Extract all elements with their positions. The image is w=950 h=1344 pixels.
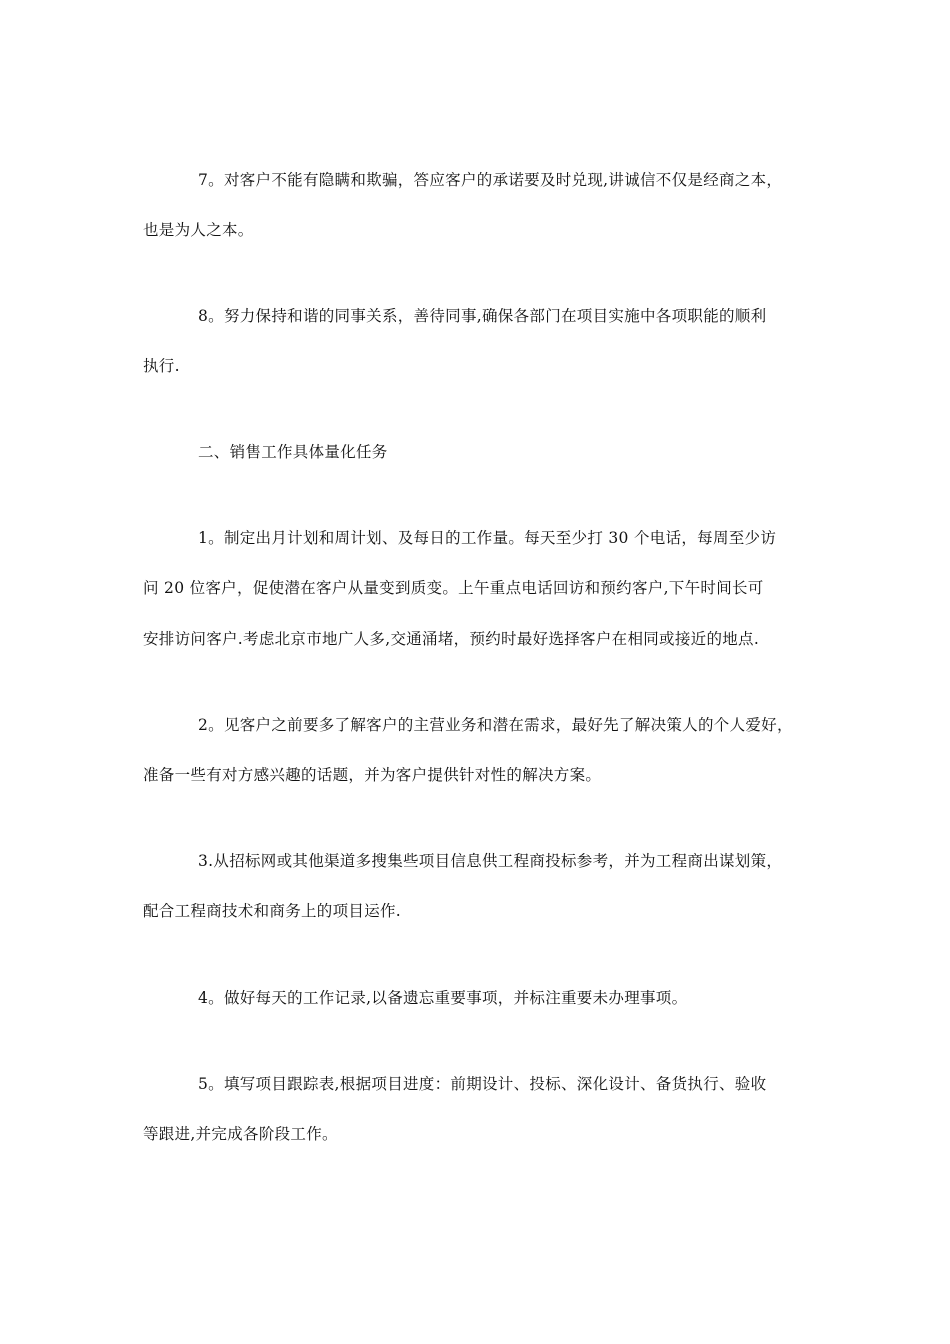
item-1-line-2: 问 20 位客户，促使潜在客户从量变到质变。上午重点电话回访和预约客户,下午时间长可 — [143, 579, 764, 597]
item-2-line-1: 2。见客户之前要多了解客户的主营业务和潜在需求，最好先了解决策人的个人爱好， — [198, 716, 793, 734]
item-4-line-1: 4。做好每天的工作记录,以备遗忘重要事项，并标注重要未办理事项。 — [198, 989, 688, 1007]
item-2-line-2: 准备一些有对方感兴趣的话题，并为客户提供针对性的解决方案。 — [143, 766, 602, 784]
item-5-line-2: 等跟进,并完成各阶段工作。 — [143, 1125, 338, 1143]
item-1-line-1: 1。制定出月计划和周计划、及每日的工作量。每天至少打 30 个电话，每周至少访 — [198, 529, 777, 547]
paragraph-7-line-1: 7。对客户不能有隐瞒和欺骗，答应客户的承诺要及时兑现,讲诚信不仅是经商之本， — [198, 171, 783, 189]
paragraph-8-line-2: 执行. — [143, 357, 180, 375]
item-5-line-1: 5。填写项目跟踪表,根据项目进度：前期设计、投标、深化设计、备货执行、验收 — [198, 1075, 767, 1093]
item-3-line-1: 3.从招标网或其他渠道多搜集些项目信息供工程商投标参考，并为工程商出谋划策， — [198, 852, 783, 870]
item-3-line-2: 配合工程商技术和商务上的项目运作. — [143, 902, 402, 920]
paragraph-8-line-1: 8。努力保持和谐的同事关系，善待同事,确保各部门在项目实施中各项职能的顺利 — [198, 307, 767, 325]
item-1-line-3: 安排访问客户.考虑北京市地广人多,交通涌堵，预约时最好选择客户在相同或接近的地点. — [143, 630, 760, 648]
paragraph-7-line-2: 也是为人之本。 — [143, 221, 254, 239]
section-heading: 二、销售工作具体量化任务 — [198, 443, 388, 461]
